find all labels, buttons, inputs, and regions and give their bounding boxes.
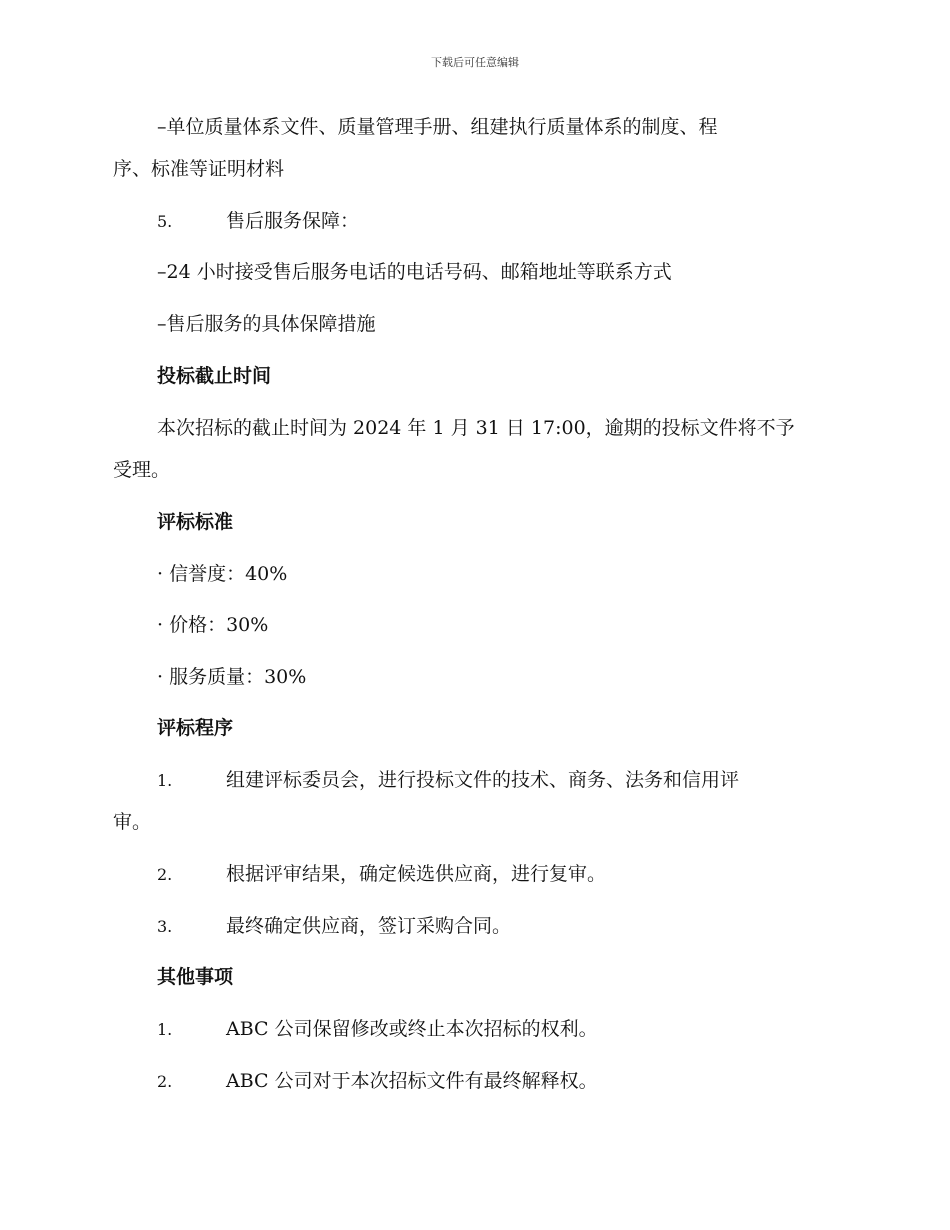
deadline-line1: 本次招标的截止时间为 2024 年 1 月 31 日 17:00，逾期的投标文件将不予 [157,417,795,439]
quality-docs-line1: –单位质量体系文件、质量管理手册、组建执行质量体系的制度、程 [157,116,718,138]
procedure-item-number: 1. [157,771,173,790]
procedure-item-number: 3. [157,917,173,936]
service-hotline-line: –24 小时接受售后服务电话的电话号码、邮箱地址等联系方式 [157,261,672,283]
criteria-heading: 评标标准 [157,511,234,533]
other-item-text: ABC 公司对于本次招标文件有最终解释权。 [226,1070,598,1092]
other-item-number: 2. [157,1072,173,1091]
criteria-item-service: · 服务质量：30% [157,666,307,688]
criteria-item-reputation: · 信誉度：40% [157,563,288,585]
deadline-line2: 受理。 [113,459,171,481]
procedure-item-continuation: 审。 [113,811,152,833]
item5-text: 售后服务保障： [226,210,360,232]
other-heading: 其他事项 [157,966,234,988]
procedure-item-text: 最终确定供应商，签订采购合同。 [226,915,512,937]
item5-number: 5. [157,212,173,231]
procedure-item-text: 根据评审结果，确定候选供应商，进行复审。 [226,863,607,885]
procedure-heading: 评标程序 [157,717,234,739]
service-measures-line: –售后服务的具体保障措施 [157,313,376,335]
procedure-item-number: 2. [157,865,173,884]
criteria-item-price: · 价格：30% [157,614,269,636]
procedure-item-text: 组建评标委员会，进行投标文件的技术、商务、法务和信用评 [226,769,740,791]
other-item-number: 1. [157,1020,173,1039]
deadline-heading: 投标截止时间 [157,365,272,387]
quality-docs-line2: 序、标准等证明材料 [113,158,285,180]
page-header-note: 下载后可任意编辑 [431,56,519,69]
other-item-text: ABC 公司保留修改或终止本次招标的权利。 [226,1018,598,1040]
